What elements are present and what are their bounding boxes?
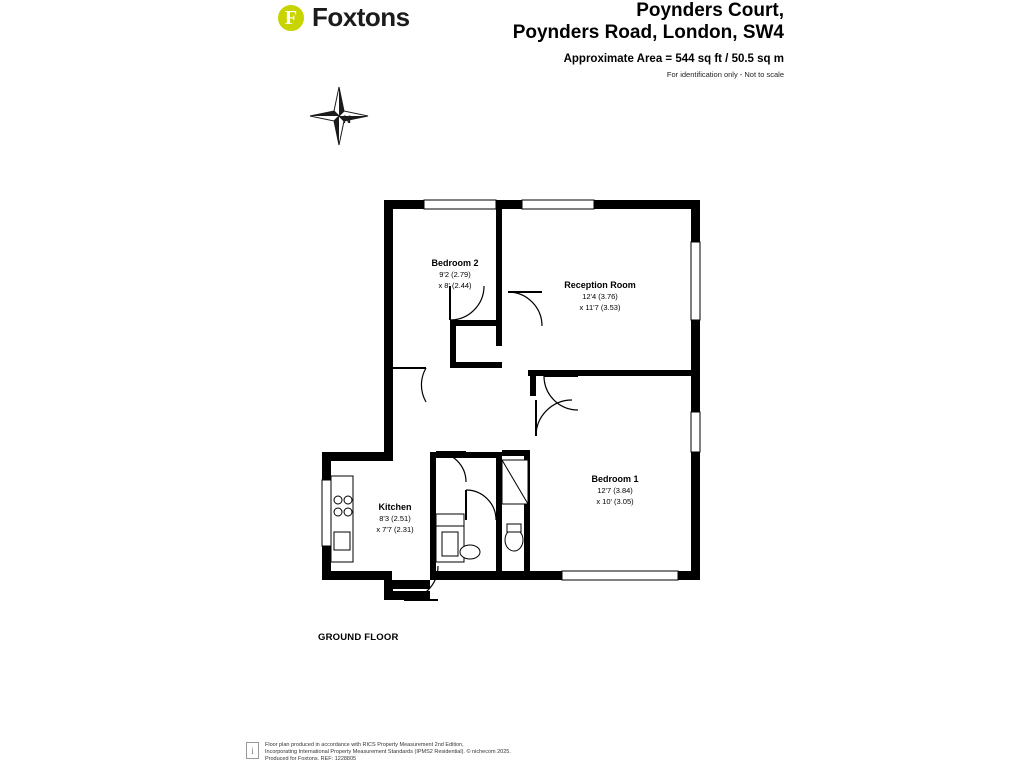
footer-line-3: Produced for Foxtons. REF: 1228805: [265, 756, 357, 762]
compass-north-label: N: [343, 114, 351, 126]
title-line-1: Poynders Court,: [636, 0, 784, 21]
door-swings: [392, 286, 578, 600]
footer-line-2: Incorporating International Property Measurement Standards (IPMS2 Residential). © nichecom 2025.: [265, 749, 511, 755]
room-dim-2: x 11'7 (3.53): [579, 303, 621, 312]
brand-name: Foxtons: [312, 2, 410, 32]
room-dim-2: x 10' (3.05): [596, 497, 634, 506]
room-label: [415, 258, 495, 291]
approximate-area: Approximate Area = 544 sq ft / 50.5 sq m: [563, 53, 784, 65]
info-icon-letter: i: [251, 745, 254, 756]
room-dim-1: 12'4 (3.76): [582, 292, 618, 301]
title-line-2: Poynders Road, London, SW4: [512, 22, 784, 43]
room-name: Bedroom 2: [431, 258, 479, 268]
floor-plan: [300, 180, 740, 620]
room-dim-2: x 8' (2.44): [438, 281, 472, 290]
compass-icon: [308, 85, 370, 147]
room-name: Bedroom 1: [591, 474, 639, 484]
footer-text: [265, 742, 511, 763]
room-label: [545, 280, 655, 313]
floor-caption: GROUND FLOOR: [318, 632, 399, 643]
room-name: Kitchen: [378, 502, 412, 512]
logo-letter: F: [284, 6, 298, 29]
room-name: Reception Room: [564, 280, 636, 290]
room-dim-1: 8'3 (2.51): [379, 514, 411, 523]
foxtons-logo-icon: [276, 3, 306, 33]
room-label: [565, 474, 665, 507]
footer: [246, 742, 511, 763]
page-title: [364, 0, 784, 79]
floor-plan-svg: [300, 180, 740, 620]
room-dim-2: x 7'7 (2.31): [376, 525, 414, 534]
room-label: [352, 502, 438, 535]
disclaimer-text: For identification only - Not to scale: [666, 70, 784, 79]
room-dim-1: 12'7 (3.84): [597, 486, 633, 495]
footer-line-1: Floor plan produced in accordance with RICS Property Measurement 2nd Edition,: [265, 742, 464, 748]
info-icon: [246, 742, 259, 759]
room-dim-1: 9'2 (2.79): [439, 270, 471, 279]
